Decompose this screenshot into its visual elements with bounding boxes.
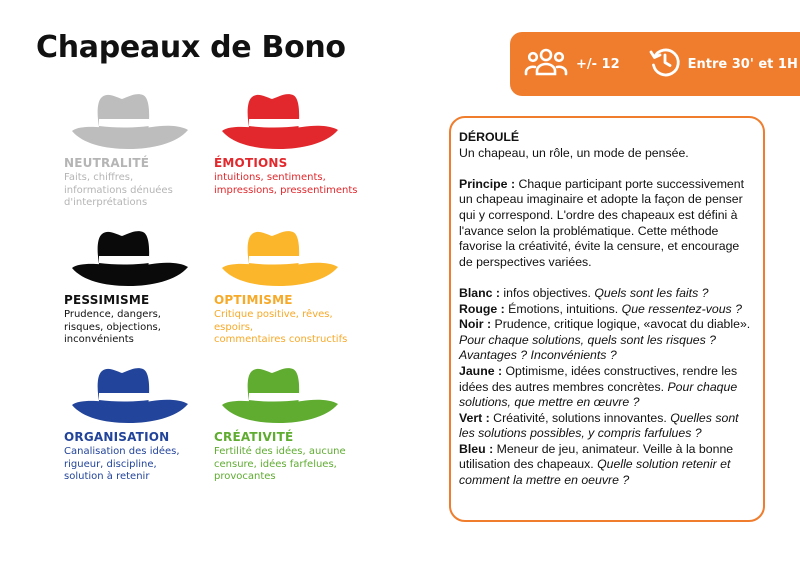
hat-role-item	[459, 411, 755, 442]
hat-description-line: Faits, chiffres,	[64, 172, 134, 183]
hat-description	[214, 172, 364, 197]
hat-role-item	[459, 442, 755, 489]
hat-icon	[214, 225, 364, 289]
principe-label: Principe :	[459, 176, 516, 191]
hat-description-line: commentaires constructifs	[214, 334, 348, 345]
hat-role-item	[459, 302, 755, 318]
hat-description	[64, 172, 214, 210]
role-text: Prudence, critique logique, «avocat du diable».	[491, 317, 751, 332]
hat-name: PESSIMISME	[64, 293, 150, 307]
role-question: Quelle solution retenir et comment la mettre en oeuvre ?	[459, 457, 731, 488]
hat-description-line: inconvénients	[64, 334, 134, 345]
hat-name: CRÉATIVITÉ	[214, 430, 294, 444]
duration-group	[648, 45, 798, 84]
principe-paragraph	[459, 177, 755, 271]
info-banner	[510, 32, 800, 96]
hat-name: OPTIMISME	[214, 293, 293, 307]
hat-card-creativite	[214, 362, 364, 484]
hat-name: ÉMOTIONS	[214, 156, 288, 170]
role-question: Pour chaque solutions, quels sont les risques ? Avantages ? Inconvénients ?	[459, 332, 717, 363]
hat-description-line: intuitions, sentiments,	[214, 172, 326, 183]
hat-icon	[214, 362, 364, 426]
role-question: Quels sont les faits ?	[594, 285, 709, 300]
role-label: Jaune :	[459, 363, 503, 378]
hat-description	[64, 309, 214, 347]
role-question: Que ressentez-vous ?	[621, 301, 742, 316]
hat-card-optimisme	[214, 225, 364, 347]
participants-count: +/- 12	[576, 56, 620, 72]
hat-icon	[64, 225, 214, 289]
hat-description-line: impressions, pressentiments	[214, 184, 358, 196]
group-icon	[524, 47, 568, 82]
hat-description-line: solution à retenir	[64, 471, 150, 482]
hat-role-item	[459, 364, 755, 411]
role-text: Optimisme, idées constructives, rendre les idées des autres membres concrètes.	[459, 363, 738, 394]
hat-card-pessimisme	[64, 225, 214, 347]
hat-card-organisation	[64, 362, 214, 484]
role-label: Rouge :	[459, 301, 505, 316]
deroule-panel	[449, 116, 765, 522]
role-label: Blanc :	[459, 285, 500, 300]
hat-description-line: informations dénuées	[64, 184, 173, 196]
role-text: Émotions, intuitions.	[504, 301, 622, 316]
hat-description-line: rigueur, discipline,	[64, 458, 157, 470]
hat-description-line: Canalisation des idées,	[64, 446, 180, 457]
hat-icon	[64, 88, 214, 152]
principe-text: Chaque participant porte successivement un chapeau imaginaire et adopte la façon de penser qui y correspond. L'ordre des chapeaux est défini à l'avance selon la problématique. Cette méthode favorise la créativité, évite la censure, et encourage de perspectives variées.	[459, 176, 745, 269]
hat-roles-list	[459, 286, 755, 489]
hat-description-line: Prudence, dangers,	[64, 309, 161, 320]
role-label: Noir :	[459, 317, 492, 332]
hat-description-line: provocantes	[214, 471, 276, 482]
panel-intro: Un chapeau, un rôle, un mode de pensée.	[459, 145, 689, 160]
hat-description-line: censure, idées farfelues,	[214, 458, 337, 470]
hat-card-neutralite	[64, 88, 214, 210]
role-label: Vert :	[459, 410, 490, 425]
role-label: Bleu :	[459, 441, 494, 456]
participants-group	[524, 47, 620, 82]
role-question: Pour chaque solutions, que mettre en œuvre ?	[459, 379, 738, 410]
role-text: Créativité, solutions innovantes.	[489, 410, 671, 425]
hat-description	[64, 446, 214, 484]
hat-description-line: Critique positive, rêves, espoirs,	[214, 309, 333, 333]
hat-card-emotions	[214, 88, 364, 197]
hat-description-line: Fertilité des idées, aucune	[214, 446, 346, 457]
duration-text: Entre 30' et 1H	[687, 56, 798, 72]
hat-description	[214, 309, 364, 347]
hat-description-line: risques, objections,	[64, 321, 161, 333]
panel-heading: DÉROULÉ	[459, 130, 520, 144]
role-text: Meneur de jeu, animateur. Veille à la bonne utilisation des chapeaux.	[459, 441, 734, 472]
hat-description	[214, 446, 364, 484]
hat-icon	[214, 88, 364, 152]
hat-icon	[64, 362, 214, 426]
hat-role-item	[459, 317, 755, 364]
hat-name: NEUTRALITÉ	[64, 156, 150, 170]
clock-history-icon	[648, 45, 682, 84]
hat-description-line: d'interprétations	[64, 197, 148, 208]
role-question: Quelles sont les solutions possibles, y compris farfulues ?	[459, 410, 739, 441]
hat-role-item	[459, 286, 755, 302]
hat-name: ORGANISATION	[64, 430, 170, 444]
page-title: Chapeaux de Bono	[36, 30, 346, 65]
role-text: infos objectives.	[500, 285, 595, 300]
